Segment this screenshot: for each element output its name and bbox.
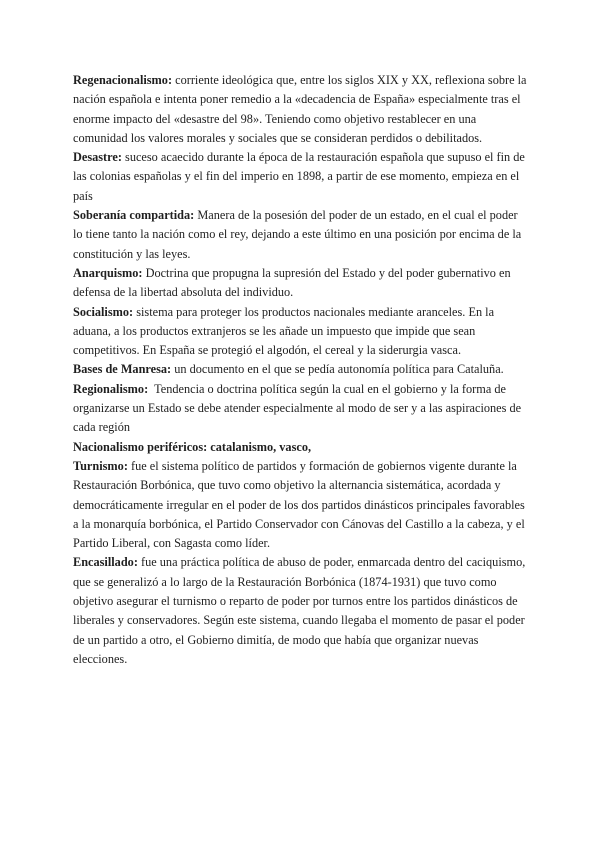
term-soberania-compartida: Soberanía compartida:: [73, 208, 195, 223]
definition-turnismo: fue el sistema político de partidos y formación de gobiernos vigente durante la Restauración Borbónica, que tuvo como objetivo la alternancia sistemática, acordada y democráticamente irregular en el poder de los dos partidos dinásticos principales favorables a la monarquía borbónica, el Partido Conservador con Cánovas del Castillo a la cabeza, y el Partido Liberal, con Sagasta como líder.: [73, 458, 525, 551]
term-nacionalismo-perifericos: Nacionalismo periféricos: catalanismo, vasco,: [73, 439, 312, 454]
entry-nacionalismo-perifericos: [73, 438, 529, 457]
definition-socialismo: sistema para proteger los productos nacionales mediante aranceles. En la aduana, a los productos extranjeros se les añade un impuesto que impide que sean competitivos. En España se protegió el algodón, el cereal y la siderurgia vasca.: [73, 304, 495, 358]
entry-encasillado: [73, 553, 529, 669]
definition-regionalismo: Tendencia o doctrina política según la cual en el gobierno y la forma de organizarse un Estado se debe atender especialmente al modo de ser y a las aspiraciones de cada región: [73, 381, 525, 435]
entry-anarquismo: [73, 264, 529, 303]
entry-regenacionalismo: [73, 71, 529, 148]
entry-desastre: [73, 148, 529, 206]
definition-regenacionalismo: corriente ideológica que, entre los siglos XIX y XX, reflexiona sobre la nación española e intenta poner remedio a la «decadencia de España» especialmente tras el enorme impacto del «desastre del 98». Teniendo como objetivo restablecer en una comunidad los valores morales y sociales que se consideran perdidos o debilitados.: [73, 73, 527, 145]
entry-socialismo: [73, 303, 529, 361]
term-anarquismo: Anarquismo:: [73, 265, 143, 280]
definition-anarquismo: Doctrina que propugna la supresión del Estado y del poder gubernativo en defensa de la libertad absoluta del individuo.: [73, 265, 511, 300]
term-socialismo: Socialismo:: [73, 304, 134, 319]
entry-turnismo: [73, 457, 529, 553]
term-bases-de-manresa: Bases de Manresa:: [73, 362, 172, 377]
entry-regionalismo: [73, 380, 529, 438]
term-turnismo: Turnismo:: [73, 458, 128, 473]
definition-desastre: suceso acaecido durante la época de la restauración española que supuso el fin de las colonias españolas y el fin del imperio en 1898, a partir de ese momento, empieza en el país: [73, 150, 525, 203]
definition-encasillado: fue una práctica política de abuso de poder, enmarcada dentro del caciquismo, que se generalizó a lo largo de la Restauración Borbónica (1874-1931) que tuvo como objetivo asegurar el turnismo o reparto de poder por turnos entre los partidos dinásticos de liberales y conservadores. Según este sistema, cuando llegaba el momento de pasar el poder de un partido a otro, el Gobierno dimitía, de modo que había que organizar nuevas elecciones.: [73, 555, 526, 666]
term-encasillado: Encasillado:: [73, 555, 138, 570]
term-desastre: Desastre:: [73, 150, 122, 165]
entry-bases-de-manresa: [73, 360, 529, 379]
term-regionalismo: Regionalismo:: [73, 381, 149, 396]
entry-soberania-compartida: [73, 206, 529, 264]
definition-soberania-compartida: Manera de la posesión del poder de un estado, en el cual el poder lo tiene tanto la nación como el rey, dejando a este último en una posición por encima de la constitución y las leyes.: [73, 208, 522, 261]
glossary: [73, 71, 529, 669]
definition-bases-de-manresa: un documento en el que se pedía autonomía política para Cataluña.: [171, 362, 504, 377]
term-regenacionalismo: Regenacionalismo:: [73, 73, 173, 87]
